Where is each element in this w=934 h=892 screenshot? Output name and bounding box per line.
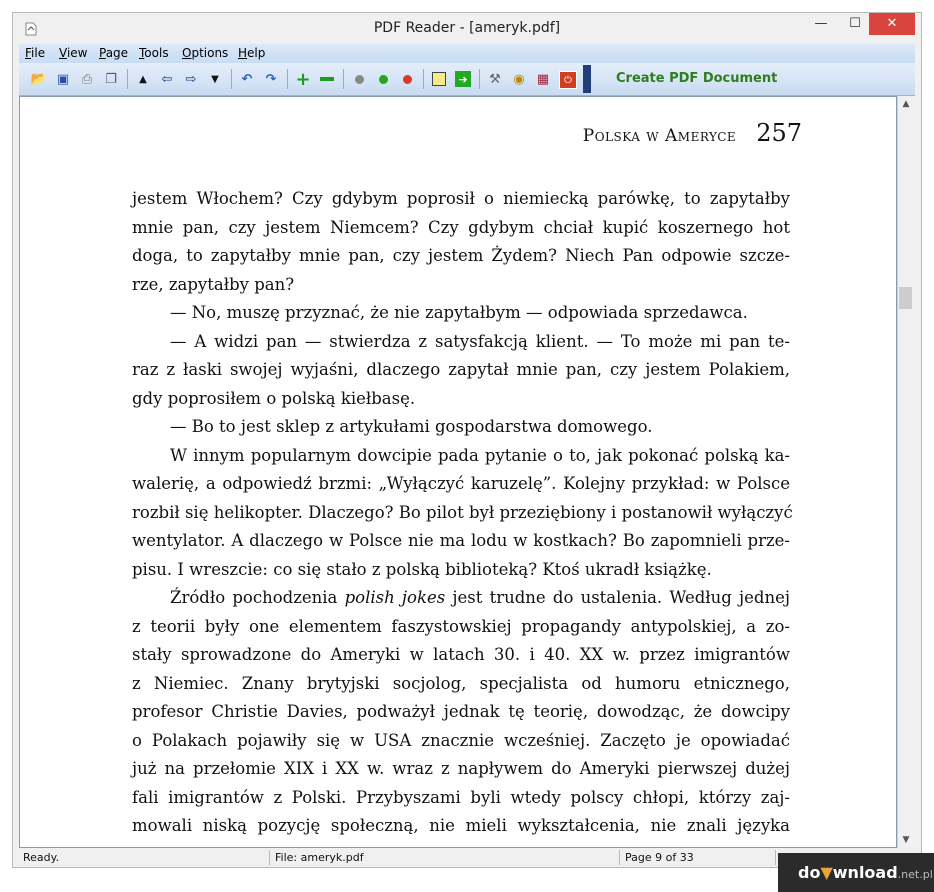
zoom-in-icon[interactable]: + bbox=[295, 68, 311, 90]
text-line: profesor Christie Davies, podważył jednak tę teorię, dowodząc, że dowcipy bbox=[132, 702, 790, 721]
open-icon[interactable]: 📂 bbox=[30, 71, 48, 87]
text-line: stały sprowadzone do Ameryki w latach 30. i 40. XX w. przez imigrantów bbox=[132, 645, 790, 664]
gray-circle-icon[interactable] bbox=[351, 71, 367, 87]
watermark-logo bbox=[778, 853, 934, 892]
text-line: rze, zapytałby pan? bbox=[132, 274, 295, 294]
toolbar bbox=[19, 63, 915, 96]
undo-icon[interactable]: ↶ bbox=[241, 71, 253, 87]
menu-view[interactable]: View bbox=[59, 46, 88, 60]
header-page-number: 257 bbox=[756, 119, 802, 147]
power-icon[interactable]: ⏻ bbox=[559, 71, 577, 89]
next-page-icon[interactable]: ⇨ bbox=[185, 71, 197, 87]
menu-page[interactable]: Page bbox=[99, 46, 129, 60]
close-button[interactable]: ✕ bbox=[869, 13, 915, 35]
page-header bbox=[583, 119, 802, 147]
text-line: — No, muszę przyznać, że nie zapytałbym — odpowiada sprzedawca. bbox=[170, 303, 748, 322]
text-line: z teorii były one elementem faszystowskiej propagandy antypolskiej, a zo- bbox=[132, 616, 790, 636]
toolbar-overflow[interactable] bbox=[583, 65, 591, 93]
watermark-download-icon: ▼ bbox=[820, 863, 833, 882]
last-page-icon[interactable]: ▼ bbox=[211, 73, 219, 85]
zoom-out-icon[interactable] bbox=[319, 71, 335, 87]
text-line: z Niemiec. Znany brytyjski socjolog, specjalista od humoru etnicznego, bbox=[132, 673, 790, 693]
window-title: PDF Reader - [ameryk.pdf] bbox=[373, 20, 561, 36]
book-icon[interactable]: ▦ bbox=[536, 71, 550, 87]
menu-bar bbox=[19, 44, 915, 63]
document-view[interactable] bbox=[19, 96, 897, 848]
text-line: o Polakach pojawiły się w USA znacznie wcześniej. Zaczęto je opowiadać bbox=[132, 730, 790, 750]
menu-options[interactable]: Options bbox=[182, 46, 229, 60]
app-window bbox=[12, 12, 922, 868]
copy-icon[interactable]: ❐ bbox=[105, 71, 117, 87]
page-body-text bbox=[132, 185, 793, 841]
watermark-mid: wnload bbox=[832, 863, 898, 882]
text-line: walerię, a odpowiedź brzmi: „Wyłączyć karuzelę”. Kolejny przykład: w Polsce bbox=[132, 474, 790, 493]
save-icon[interactable]: ▣ bbox=[56, 71, 70, 87]
text-line: pisu. I wreszcie: co się stało z polską biblioteką? Ktoś ukradł książkę. bbox=[132, 559, 712, 579]
title-bar bbox=[13, 13, 921, 44]
green-circle-icon[interactable] bbox=[375, 71, 391, 87]
maximize-button[interactable]: ☐ bbox=[849, 16, 861, 31]
scroll-up-icon[interactable]: ▲ bbox=[902, 99, 910, 109]
watermark-suffix: .net.pl bbox=[897, 868, 933, 881]
scrollbar-thumb[interactable] bbox=[899, 287, 912, 309]
text-line: — Bo to jest sklep z artykułami gospodarstwa domowego. bbox=[170, 417, 653, 436]
menu-file[interactable]: File bbox=[25, 46, 46, 60]
vertical-scrollbar[interactable] bbox=[897, 96, 914, 848]
globe-icon[interactable]: ◉ bbox=[513, 71, 525, 87]
text-line: Źródło pochodzenia polish jokes jest trudne do ustalenia. Według jednej bbox=[170, 588, 790, 607]
fit-page-icon[interactable] bbox=[431, 71, 447, 87]
scroll-down-icon[interactable]: ▼ bbox=[902, 835, 910, 845]
first-page-icon[interactable]: ▲ bbox=[139, 73, 147, 85]
text-line: już na przełomie XIX i XX w. wraz z napływem do Ameryki pierwszej dużej bbox=[132, 759, 790, 778]
text-line: rozbił się helikopter. Dlaczego? Bo pilot był przeziębiony i postanowił wyłączyć bbox=[132, 502, 793, 522]
text-line: jestem Włochem? Czy gdybym poprosił o niemiecką parówkę, to zapytałby bbox=[132, 189, 790, 208]
settings-icon[interactable]: ⚒ bbox=[489, 71, 501, 87]
text-line: raz z łaski swojej wyjaśni, dlaczego zapytał mnie pan, czy jestem Polakiem, bbox=[132, 360, 790, 379]
text-line: mnie pan, czy jestem Niemcem? Czy gdybym chciał kupić koszernego hot bbox=[132, 217, 790, 237]
status-ready: Ready. bbox=[21, 850, 270, 865]
minimize-button[interactable]: — bbox=[814, 16, 828, 31]
redo-icon[interactable]: ↷ bbox=[265, 71, 277, 87]
print-icon[interactable]: ⎙ bbox=[81, 71, 93, 87]
previous-page-icon[interactable]: ⇦ bbox=[161, 71, 173, 87]
go-icon[interactable]: ➔ bbox=[455, 71, 471, 87]
red-circle-icon[interactable] bbox=[399, 71, 415, 87]
text-line: gdy poprosiłem o polską kiełbasę. bbox=[132, 388, 416, 408]
menu-help[interactable]: Help bbox=[238, 46, 266, 60]
watermark-pre: do bbox=[798, 863, 821, 882]
create-pdf-button[interactable]: Create PDF Document bbox=[616, 71, 778, 86]
text-line: — A widzi pan — stwierdza z satysfakcją klient. — To może mi pan te- bbox=[170, 331, 790, 351]
text-line: mowali niską pozycję społeczną, nie mieli wykształcenia, nie znali języka bbox=[132, 816, 790, 835]
text-line: doga, to zapytałby mnie pan, czy jestem Żydem? Niech Pan odpowie szcze- bbox=[132, 246, 790, 265]
text-line: W innym popularnym dowcipie pada pytanie o to, jak pokonać polską ka- bbox=[170, 445, 790, 465]
status-file: File: ameryk.pdf bbox=[273, 850, 620, 865]
text-line: wentylator. A dlaczego w Polsce nie ma lodu w kostkach? Bo zapomnieli prze- bbox=[132, 531, 790, 550]
header-title: Polska w Ameryce bbox=[582, 126, 737, 146]
menu-tools[interactable]: Tools bbox=[139, 46, 169, 60]
status-page: Page 9 of 33 bbox=[623, 850, 776, 865]
text-line: fali imigrantów z Polski. Przybyszami byli wtedy polscy chłopi, którzy zaj- bbox=[132, 787, 790, 807]
